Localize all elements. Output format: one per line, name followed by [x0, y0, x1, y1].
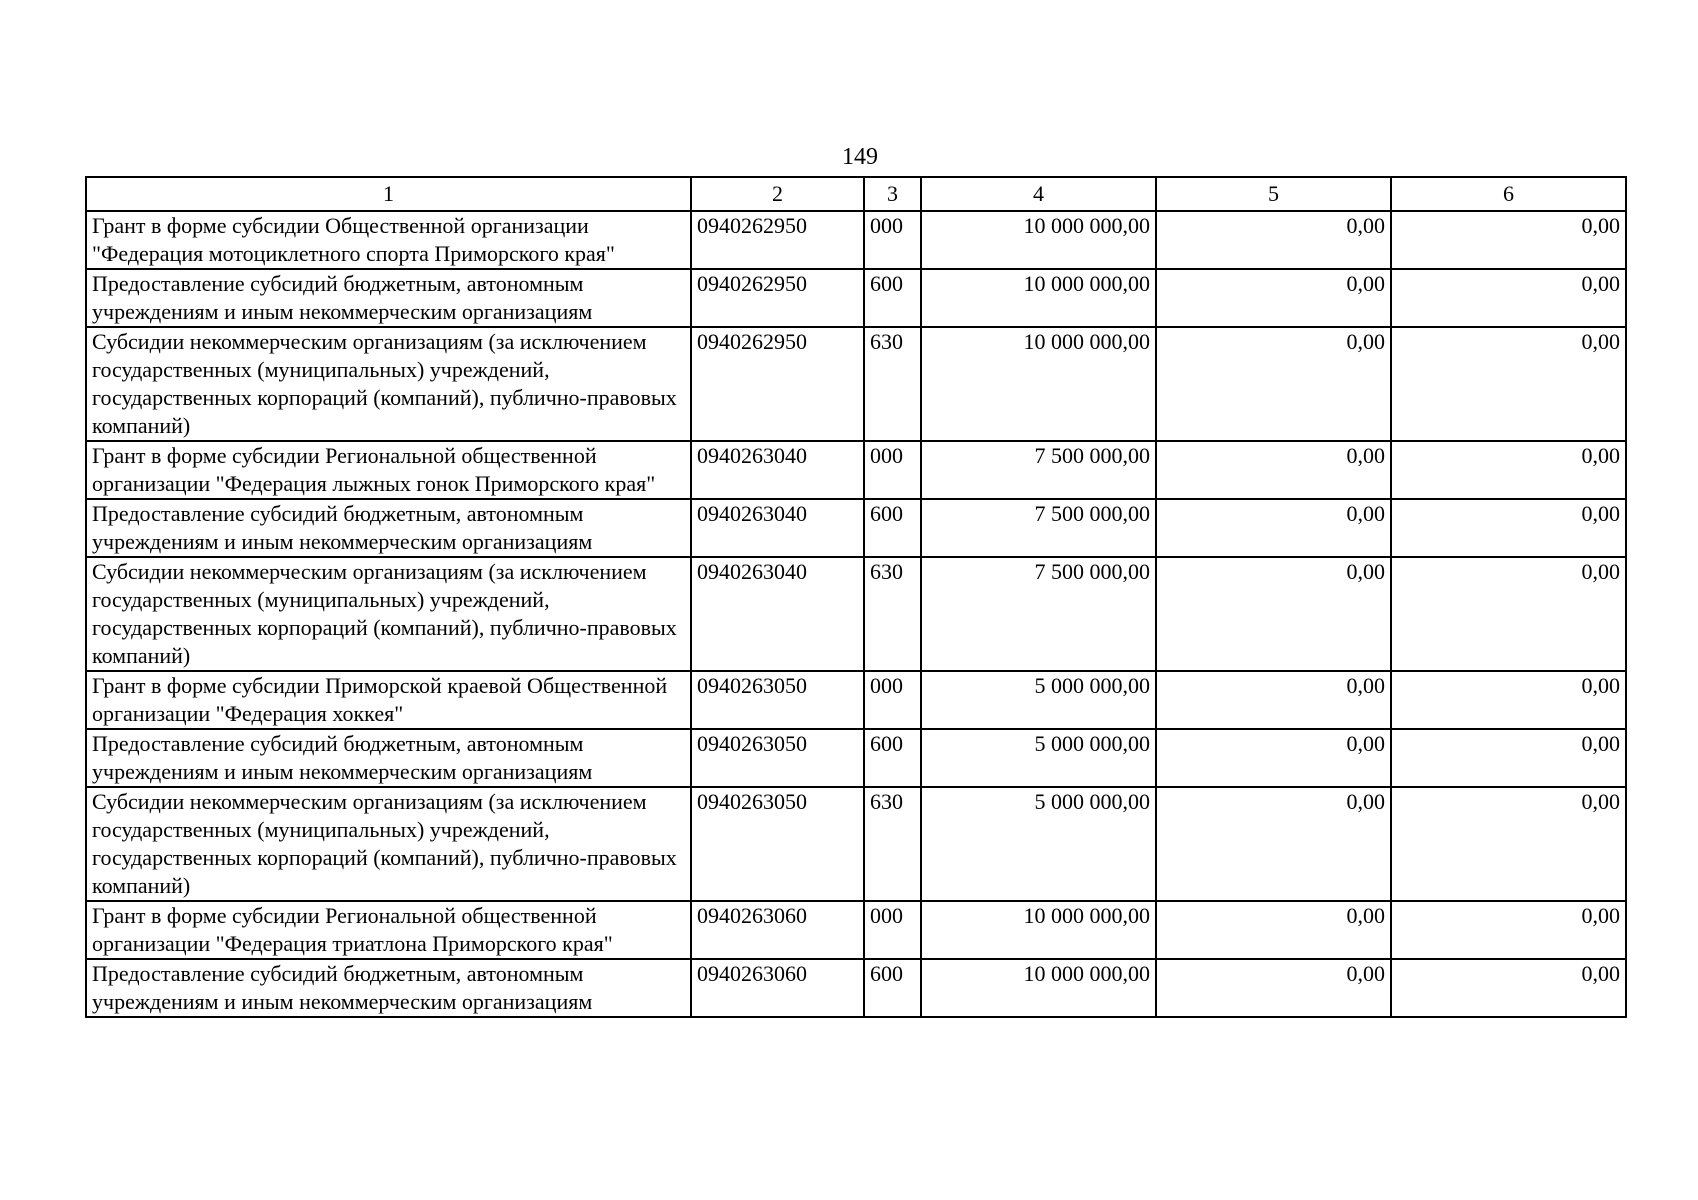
row-description: Субсидии некоммерческим организациям (за исключением государственных (муниципальных) учреждений, государственных корпораций (компаний), публично-правовых компаний)	[86, 327, 691, 441]
row-description: Грант в форме субсидии Приморской краевой Общественной организации "Федерация хоккея"	[86, 671, 691, 729]
amount-col6: 0,00	[1391, 211, 1626, 269]
target-article-code: 0940263050	[691, 671, 864, 729]
expense-type-code: 630	[864, 787, 921, 901]
amount-col5: 0,00	[1156, 211, 1391, 269]
row-description: Предоставление субсидий бюджетным, автономным учреждениям и иным некоммерческим организациям	[86, 499, 691, 557]
table-row	[86, 441, 1626, 499]
amount-col5: 0,00	[1156, 901, 1391, 959]
table-row	[86, 787, 1626, 901]
amount-col5: 0,00	[1156, 499, 1391, 557]
expense-type-code: 600	[864, 269, 921, 327]
row-description: Грант в форме субсидии Региональной общественной организации "Федерация лыжных гонок Приморского края"	[86, 441, 691, 499]
row-description: Грант в форме субсидии Региональной общественной организации "Федерация триатлона Приморского края"	[86, 901, 691, 959]
target-article-code: 0940263050	[691, 787, 864, 901]
page-number: 149	[842, 144, 878, 170]
expense-type-code: 000	[864, 211, 921, 269]
row-description: Субсидии некоммерческим организациям (за исключением государственных (муниципальных) учреждений, государственных корпораций (компаний), публично-правовых компаний)	[86, 787, 691, 901]
table-header-row	[86, 177, 1626, 211]
table-row	[86, 901, 1626, 959]
column-header: 2	[691, 177, 864, 211]
amount-col6: 0,00	[1391, 327, 1626, 441]
target-article-code: 0940263040	[691, 557, 864, 671]
table-body	[86, 177, 1626, 1017]
row-description: Грант в форме субсидии Общественной организации "Федерация мотоциклетного спорта Приморского края"	[86, 211, 691, 269]
amount-col4: 10 000 000,00	[921, 327, 1156, 441]
amount-col5: 0,00	[1156, 959, 1391, 1017]
amount-col6: 0,00	[1391, 671, 1626, 729]
amount-col5: 0,00	[1156, 671, 1391, 729]
target-article-code: 0940262950	[691, 327, 864, 441]
target-article-code: 0940263060	[691, 901, 864, 959]
amount-col4: 5 000 000,00	[921, 671, 1156, 729]
expense-type-code: 000	[864, 441, 921, 499]
table-row	[86, 671, 1626, 729]
amount-col5: 0,00	[1156, 787, 1391, 901]
amount-col5: 0,00	[1156, 269, 1391, 327]
row-description: Предоставление субсидий бюджетным, автономным учреждениям и иным некоммерческим организациям	[86, 269, 691, 327]
target-article-code: 0940263040	[691, 441, 864, 499]
target-article-code: 0940263060	[691, 959, 864, 1017]
target-article-code: 0940263040	[691, 499, 864, 557]
amount-col5: 0,00	[1156, 441, 1391, 499]
expense-type-code: 600	[864, 959, 921, 1017]
target-article-code: 0940263050	[691, 729, 864, 787]
expense-type-code: 630	[864, 327, 921, 441]
target-article-code: 0940262950	[691, 269, 864, 327]
table-row	[86, 499, 1626, 557]
amount-col5: 0,00	[1156, 327, 1391, 441]
amount-col6: 0,00	[1391, 557, 1626, 671]
amount-col6: 0,00	[1391, 729, 1626, 787]
target-article-code: 0940262950	[691, 211, 864, 269]
expense-type-code: 630	[864, 557, 921, 671]
amount-col4: 7 500 000,00	[921, 441, 1156, 499]
table-row	[86, 557, 1626, 671]
expense-type-code: 000	[864, 901, 921, 959]
column-header: 3	[864, 177, 921, 211]
table-row	[86, 211, 1626, 269]
table-row	[86, 729, 1626, 787]
amount-col6: 0,00	[1391, 499, 1626, 557]
amount-col4: 10 000 000,00	[921, 959, 1156, 1017]
amount-col5: 0,00	[1156, 729, 1391, 787]
column-header: 1	[86, 177, 691, 211]
amount-col4: 10 000 000,00	[921, 901, 1156, 959]
table-row	[86, 327, 1626, 441]
amount-col6: 0,00	[1391, 901, 1626, 959]
amount-col6: 0,00	[1391, 959, 1626, 1017]
column-header: 4	[921, 177, 1156, 211]
amount-col5: 0,00	[1156, 557, 1391, 671]
amount-col4: 7 500 000,00	[921, 499, 1156, 557]
expense-type-code: 000	[864, 671, 921, 729]
amount-col4: 10 000 000,00	[921, 211, 1156, 269]
expense-type-code: 600	[864, 729, 921, 787]
amount-col4: 5 000 000,00	[921, 787, 1156, 901]
table-row	[86, 269, 1626, 327]
amount-col4: 10 000 000,00	[921, 269, 1156, 327]
row-description: Предоставление субсидий бюджетным, автономным учреждениям и иным некоммерческим организациям	[86, 729, 691, 787]
column-header: 5	[1156, 177, 1391, 211]
amount-col6: 0,00	[1391, 269, 1626, 327]
expense-type-code: 600	[864, 499, 921, 557]
budget-table	[85, 176, 1627, 1018]
amount-col4: 5 000 000,00	[921, 729, 1156, 787]
amount-col6: 0,00	[1391, 787, 1626, 901]
table-row	[86, 959, 1626, 1017]
amount-col4: 7 500 000,00	[921, 557, 1156, 671]
row-description: Предоставление субсидий бюджетным, автономным учреждениям и иным некоммерческим организациям	[86, 959, 691, 1017]
amount-col6: 0,00	[1391, 441, 1626, 499]
column-header: 6	[1391, 177, 1626, 211]
row-description: Субсидии некоммерческим организациям (за исключением государственных (муниципальных) учреждений, государственных корпораций (компаний), публично-правовых компаний)	[86, 557, 691, 671]
